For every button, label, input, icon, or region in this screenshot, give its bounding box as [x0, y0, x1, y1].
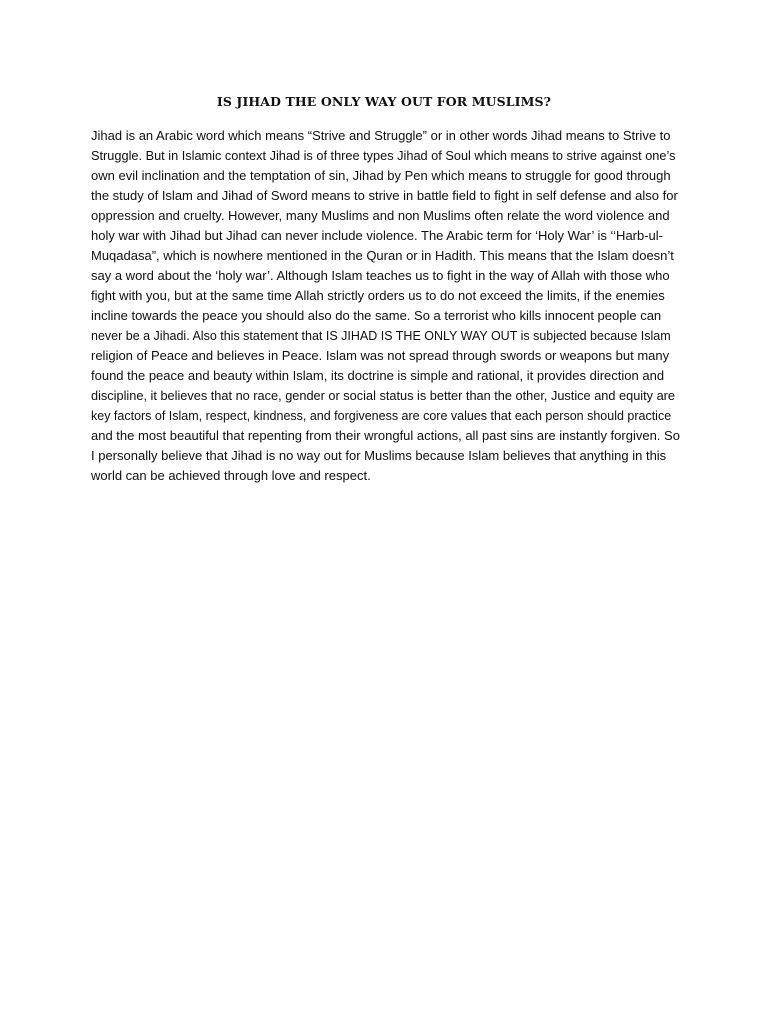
- body-line: Struggle. But in Islamic context Jihad is of three types Jihad of Soul which means to strive against one’s: [91, 148, 676, 163]
- document-body: [91, 126, 681, 486]
- body-line: religion of Peace and believes in Peace. Islam was not spread through swords or weapons but many: [91, 348, 670, 363]
- body-line: say a word about the ‘holy war’. Although Islam teaches us to fight in the way of Allah with those who: [91, 268, 670, 283]
- body-line: holy war with Jihad but Jihad can never include violence. The Arabic term for ‘Holy War’ is ‘‘Harb-ul-: [91, 228, 664, 243]
- body-line: discipline, it believes that no race, gender or social status is better than the other, Justice and equity are: [91, 388, 676, 403]
- document-title: IS JIHAD THE ONLY WAY OUT FOR MUSLIMS?: [216, 94, 552, 109]
- body-line: the study of Islam and Jihad of Sword means to strive in battle field to fight in self defense and also for: [91, 188, 678, 203]
- body-line: found the peace and beauty within Islam, its doctrine is simple and rational, it provides direction and: [91, 368, 665, 383]
- body-line: key factors of Islam, respect, kindness, and forgiveness are core values that each person should practice: [91, 409, 672, 423]
- body-line: world can be achieved through love and respect.: [91, 468, 371, 483]
- body-line: oppression and cruelty. However, many Muslims and non Muslims often relate the word violence and: [91, 208, 670, 223]
- body-line: own evil inclination and the temptation of sin, Jihad by Pen which means to struggle for good through: [91, 168, 671, 183]
- body-line: never be a Jihadi. Also this statement that IS JIHAD IS THE ONLY WAY OUT is subjected because Islam: [91, 329, 671, 343]
- body-line: Jihad is an Arabic word which means “Strive and Struggle” or in other words Jihad means to Strive to: [91, 128, 671, 143]
- body-line: I personally believe that Jihad is no way out for Muslims because Islam believes that anything in this: [91, 448, 667, 463]
- body-line: incline towards the peace you should also do the same. So a terrorist who kills innocent people can: [91, 308, 662, 323]
- body-line: and the most beautiful that repenting from their wrongful actions, all past sins are instantly forgiven. So: [91, 428, 680, 443]
- body-line: Muqadasa”, which is nowhere mentioned in the Quran or in Hadith. This means that the Islam doesn’t: [91, 248, 674, 263]
- body-line: fight with you, but at the same time Allah strictly orders us to do not exceed the limits, if the enemies: [91, 288, 665, 303]
